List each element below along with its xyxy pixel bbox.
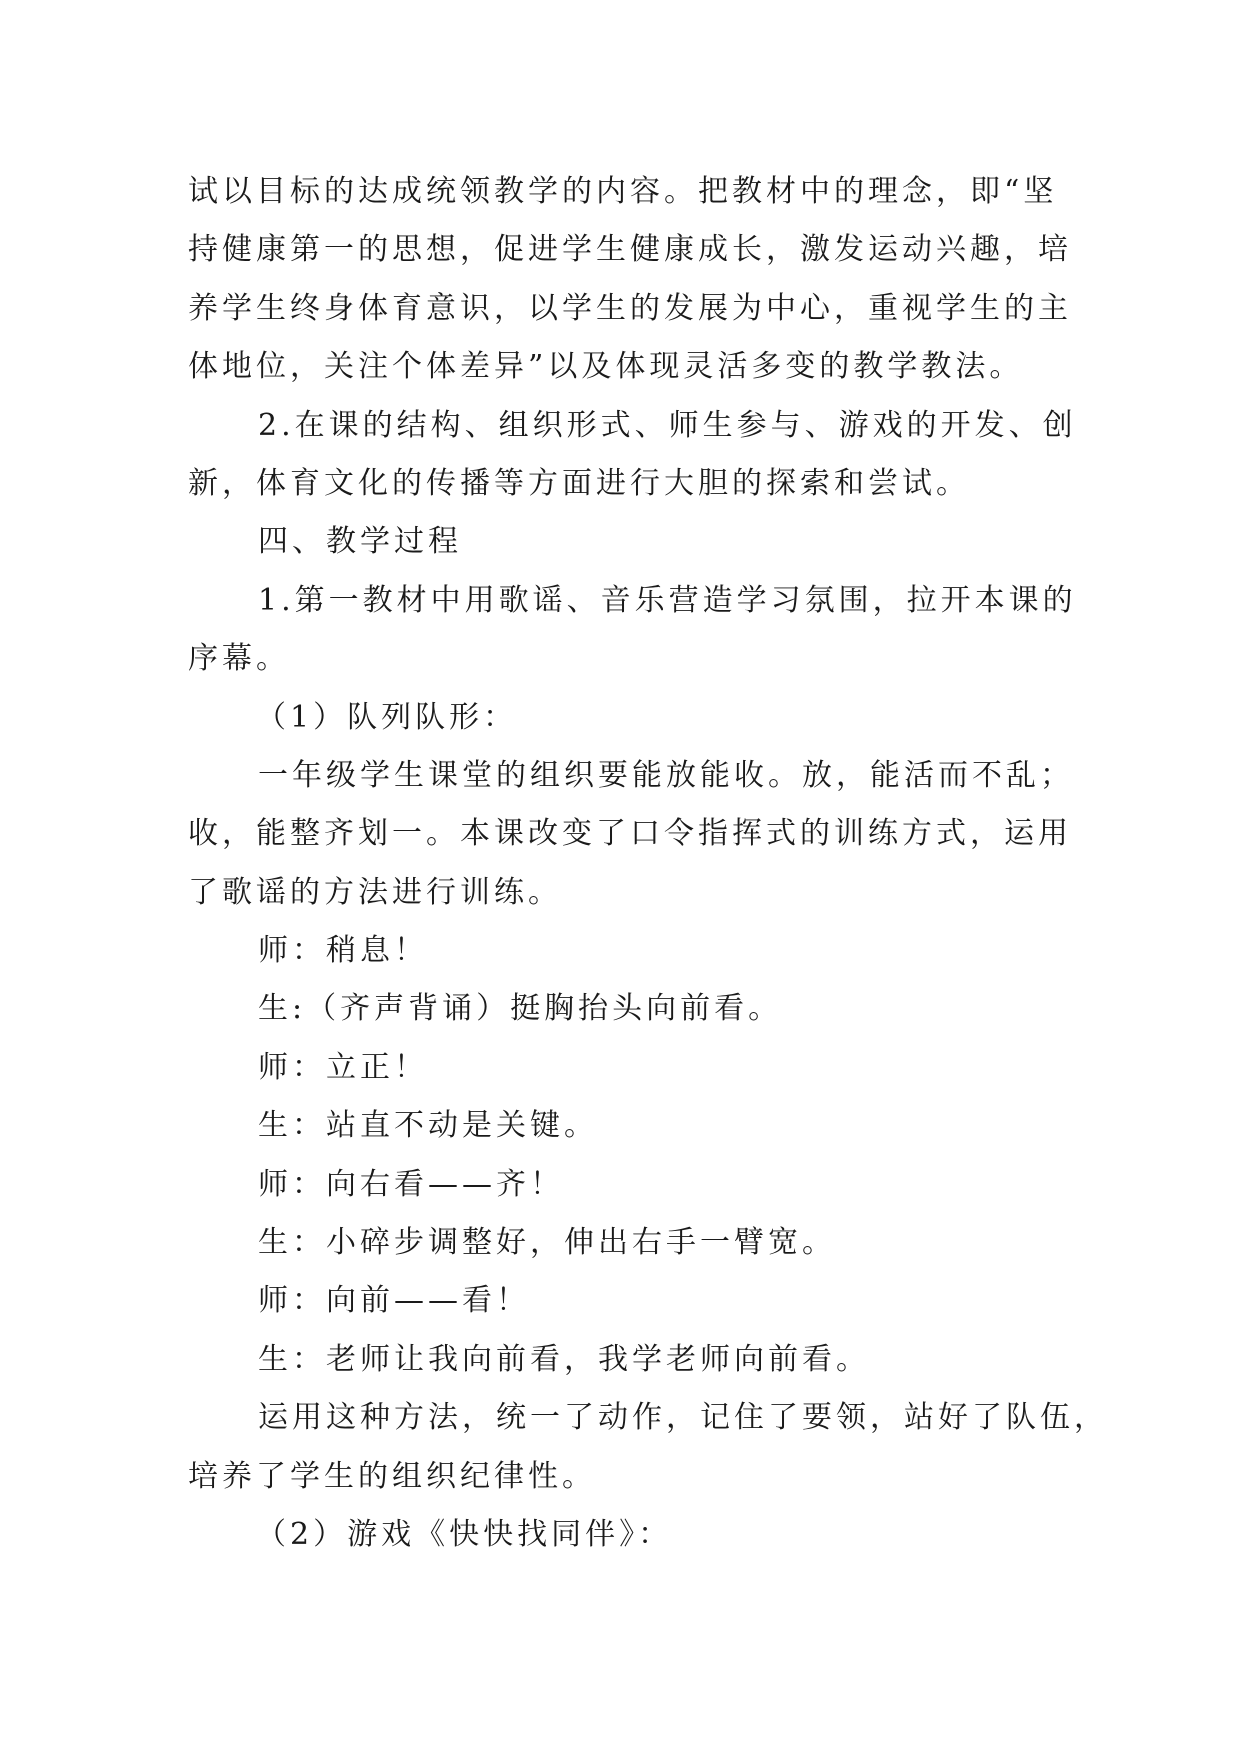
dialogue-line: 师：稍息！ <box>258 933 428 969</box>
text-line: 1.第一教材中用歌谣、音乐营造学习氛围，拉开本课的 <box>258 582 1077 618</box>
subsection-heading: （2）游戏《快快找同伴》： <box>256 1516 673 1552</box>
text-line: 试以目标的达成统领教学的内容。把教材中的理念，即“坚 <box>188 174 1058 209</box>
subsection-heading: （1）队列队形： <box>256 699 518 735</box>
dialogue-line: 生：站直不动是关键。 <box>258 1108 598 1144</box>
section-heading: 四、教学过程 <box>258 524 462 560</box>
text-line: 了歌谣的方法进行训练。 <box>188 874 562 910</box>
text-line: 一年级学生课堂的组织要能放能收。放，能活而不乱； <box>258 757 1074 793</box>
dialogue-line: 师：立正！ <box>258 1049 428 1085</box>
text-line: 收，能整齐划一。本课改变了口令指挥式的训练方式，运用 <box>188 816 1072 852</box>
text-line: 持健康第一的思想，促进学生健康成长，激发运动兴趣，培 <box>188 232 1072 268</box>
text-line: 2.在课的结构、组织形式、师生参与、游戏的开发、创 <box>258 407 1077 443</box>
body-text <box>188 163 1108 1564</box>
text-line: 培养了学生的组织纪律性。 <box>188 1458 596 1494</box>
dialogue-line: 生：小碎步调整好，伸出右手一臂宽。 <box>258 1225 836 1261</box>
text-line: 养学生终身体育意识，以学生的发展为中心，重视学生的主 <box>188 290 1072 326</box>
dialogue-line: 师：向前——看！ <box>258 1283 530 1319</box>
text-line: 序幕。 <box>188 641 290 677</box>
text-line: 体地位，关注个体差异”以及体现灵活多变的教学教法。 <box>188 349 1024 385</box>
text-line: 运用这种方法，统一了动作，记住了要领，站好了队伍， <box>258 1400 1108 1436</box>
text-line: 新，体育文化的传播等方面进行大胆的探索和尝试。 <box>188 465 970 501</box>
dialogue-line: 生：老师让我向前看，我学老师向前看。 <box>258 1341 870 1377</box>
dialogue-line: 师：向右看——齐！ <box>258 1166 564 1202</box>
dialogue-line: 生:（齐声背诵）挺胸抬头向前看。 <box>258 991 783 1027</box>
